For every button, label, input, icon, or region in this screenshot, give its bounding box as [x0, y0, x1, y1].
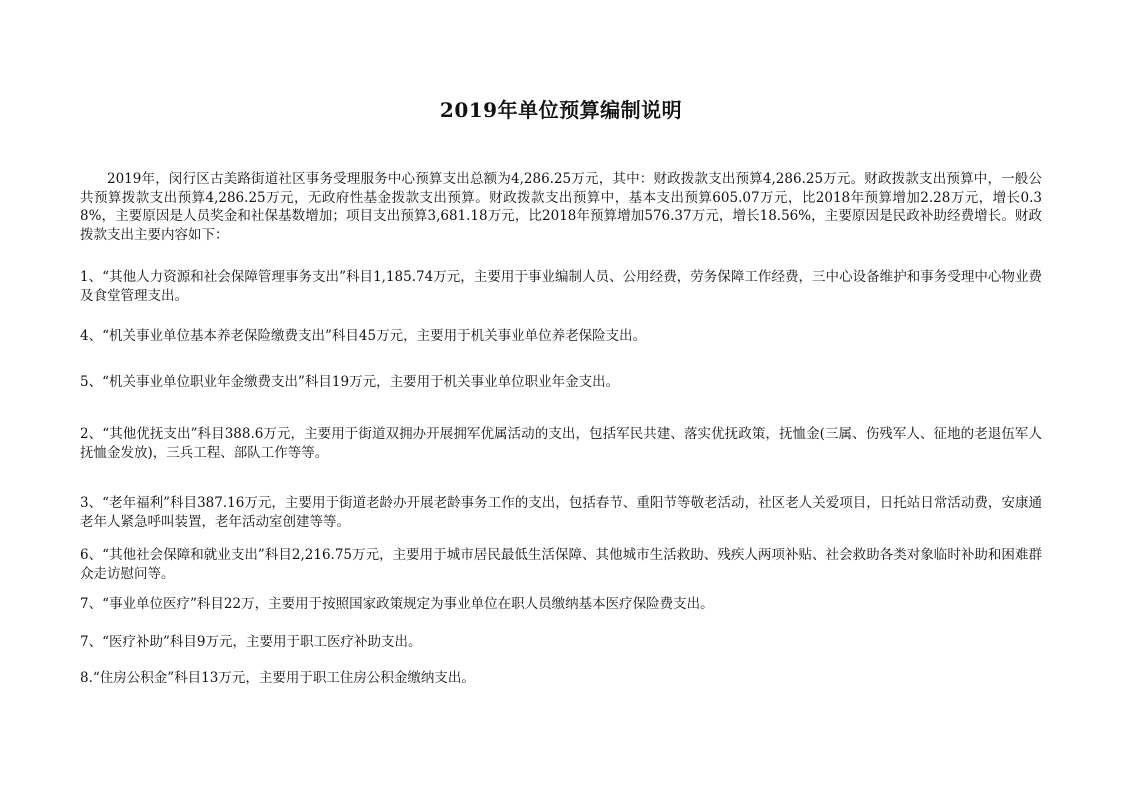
budget-item-1: 1、“其他人力资源和社会保障管理事务支出”科目1,185.74万元，主要用于事业编制人员、公用经费，劳务保障工作经费，三中心设备维护和事务受理中心物业费及食堂管理支出。 — [80, 269, 1042, 304]
budget-item-2: 4、“机关事业单位基本养老保险缴费支出”科目45万元，主要用于机关事业单位养老保险支出。 — [80, 328, 647, 344]
budget-item-7: 7、“事业单位医疗”科目22万，主要用于按照国家政策规定为事业单位在职人员缴纳基本医疗保险费支出。 — [80, 596, 714, 612]
budget-item-6: 6、“其他社会保障和就业支出”科目2,216.75万元，主要用于城市居民最低生活保障、其他城市生活救助、残疾人两项补贴、社会救助各类对象临时补助和困难群众走访慰问等。 — [80, 547, 1042, 582]
intro-paragraph: 2019年，闵行区古美路街道社区事务受理服务中心预算支出总额为4,286.25万元，其中：财政拨款支出预算4,286.25万元。财政拨款支出预算中，一般公共预算拨款支出预算4,286.25万元，无政府性基金拨款支出预算。财政拨款支出预算中，基本支出预算605.07万元，比2018年预算增加2.28万元，增长0.38%，主要原因是人员奖金和社保基数增加；项目支出预算3,681.18万元，比2018年预算增加576.37万元，增长18.56%，主要原因是民政补助经费增长。财政拨款支出主要内容如下： — [80, 171, 1042, 243]
budget-item-5: 3、“老年福利”科目387.16万元，主要用于街道老龄办开展老龄事务工作的支出，包括春节、重阳节等敬老活动，社区老人关爱项目，日托站日常活动费，安康通老年人紧急呼叫装置，老年活动室创建等等。 — [80, 495, 1042, 530]
budget-item-9: 8.“住房公积金”科目13万元，主要用于职工住房公积金缴纳支出。 — [80, 670, 475, 686]
budget-item-4: 2、“其他优抚支出”科目388.6万元，主要用于街道双拥办开展拥军优属活动的支出，包括军民共建、落实优抚政策，抚恤金(三属、伤残军人、征地的老退伍军人抚恤金发放)，三兵工程、部队工作等等。 — [80, 426, 1042, 461]
budget-item-3: 5、“机关事业单位职业年金缴费支出”科目19万元，主要用于机关事业单位职业年金支出。 — [80, 374, 620, 390]
budget-item-8: 7、“医疗补助”科目9万元，主要用于职工医疗补助支出。 — [80, 634, 422, 650]
document-title: 2019年单位预算编制说明 — [439, 98, 683, 122]
